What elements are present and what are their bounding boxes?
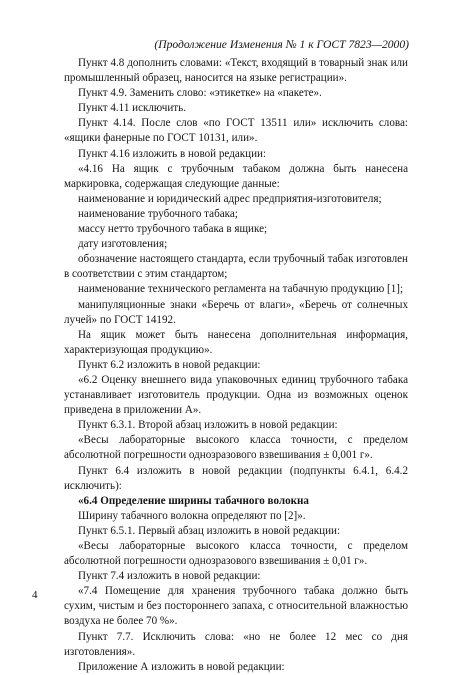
paragraph: массу нетто трубочного табака в ящике; xyxy=(78,223,268,236)
paragraph: Пункт 7.7. Исключить слова: «но не более 12 мес со дня изготовления». xyxy=(64,630,408,658)
document-body xyxy=(64,56,408,675)
paragraph: наименование и юридический адрес предприятия-изготовителя; xyxy=(78,192,382,205)
paragraph: Ширину табачного волокна определяют по [2]». xyxy=(78,509,306,522)
paragraph: Приложение А изложить в новой редакции: xyxy=(78,660,285,673)
paragraph: «Весы лабораторные высокого класса точности, с пределом абсолютной погрешности однозразового взвешивания ± 0,001 г». xyxy=(64,434,408,462)
page-number: 4 xyxy=(32,589,38,601)
paragraph: дату изготовления; xyxy=(78,238,168,251)
paragraph: «6.2 Оценку внешнего вида упаковочных единиц трубочного табака устанавливает изготовитель продукции. Одна из возможных оценок приведена в приложении А». xyxy=(64,373,408,417)
paragraph: обозначение настоящего стандарта, если трубочный табак изготовлен в соответствии с этим стандартом; xyxy=(64,253,408,281)
paragraph: Пункт 6.5.1. Первый абзац изложить в новой редакции: xyxy=(78,524,341,537)
section-heading: «6.4 Определение ширины табачного волокна xyxy=(78,494,309,507)
paragraph: Пункт 6.3.1. Второй абзац изложить в новой редакции: xyxy=(78,419,338,432)
paragraph: Пункт 4.9. Заменить слово: «этикетке» на «пакете». xyxy=(78,87,322,100)
paragraph: Пункт 4.14. После слов «по ГОСТ 13511 или» исключить слова: «ящики фанерные по ГОСТ 10131, или». xyxy=(64,117,408,145)
paragraph: Пункт 6.4 изложить в новой редакции (подпункты 6.4.1, 6.4.2 исключить): xyxy=(64,464,408,492)
paragraph: «Весы лабораторные высокого класса точности, с пределом абсолютной погрешности однозразового взвешивания ± 0,01 г». xyxy=(64,540,408,568)
page-header: (Продолжение Изменения № 1 к ГОСТ 7823—2000) xyxy=(154,38,409,51)
paragraph: наименование технического регламента на табачную продукцию [1]; xyxy=(78,283,404,296)
paragraph: Пункт 4.16 изложить в новой редакции: xyxy=(78,147,267,160)
paragraph: наименование трубочного табака; xyxy=(78,207,238,220)
paragraph: «7.4 Помещение для хранения трубочного табака должно быть сухим, чистым и без постороннего запаха, с относительной влажностью воздуха не более 70 %». xyxy=(64,585,408,628)
paragraph: Пункт 7.4 изложить в новой редакции: xyxy=(78,570,261,583)
paragraph: На ящик может быть нанесена дополнительная информация, характеризующая продукцию». xyxy=(64,328,408,356)
paragraph: «4.16 На ящик с трубочным табаком должна быть нанесена маркировка, содержащая следующие данные: xyxy=(64,162,408,190)
paragraph: Пункт 4.8 дополнить словами: «Текст, входящий в товарный знак или промышленный образец, наносится на языке регистрации». xyxy=(64,57,408,85)
paragraph: манипуляционные знаки «Беречь от влаги», «Беречь от солнечных лучей» по ГОСТ 14192. xyxy=(64,298,408,326)
paragraph: Пункт 4.11 исключить. xyxy=(78,102,186,115)
paragraph: Пункт 6.2 изложить в новой редакции: xyxy=(78,358,261,371)
